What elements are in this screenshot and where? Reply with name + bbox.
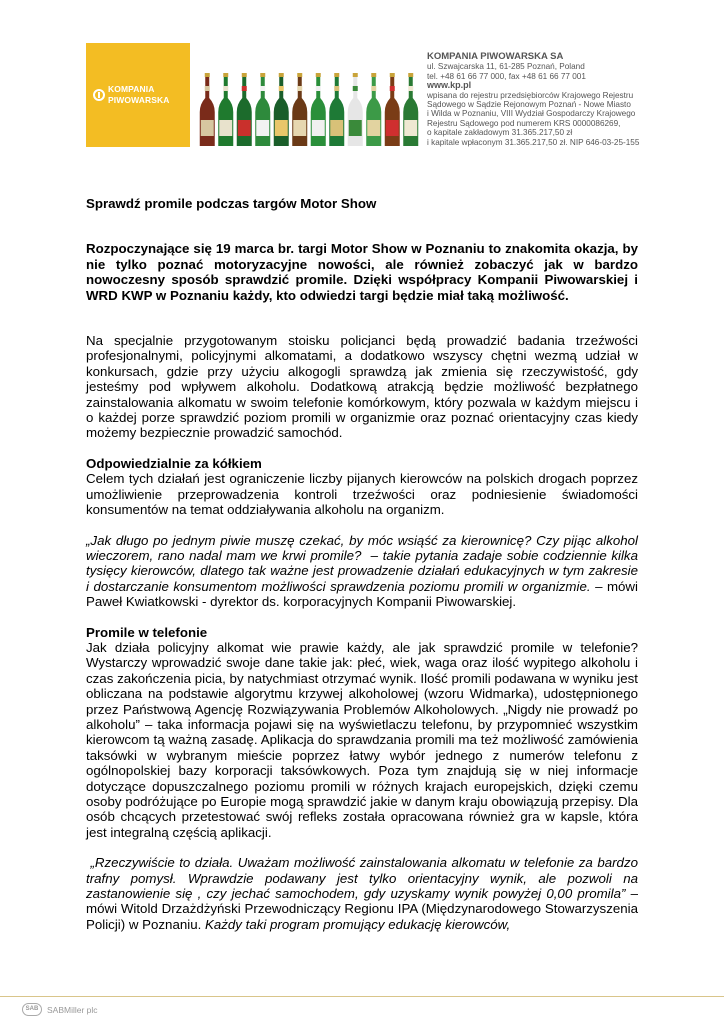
registry-line: Rejestru Sądowego pod numerem KRS 0000086269, [427,118,621,128]
beer-bottle [292,73,307,146]
quote-text: „Jak długo po jednym piwie muszę czekać, by móc wsiąść za kierownicę? Czy pijąc alkohol wieczorem, rano nadal mam we krwi promile? [86,532,638,563]
beer-bottle [329,73,344,146]
footer [0,996,724,1024]
section-text: Jak działa policyjny alkomat wie prawie każdy, ale jak sprawdzić promile w telefonie? Wystarczy wprowadzić swoje dane takie jak: płeć, wiek, waga oraz ilość wypitego alkoholu i czas zakończenia picia, by natychmiast otrzymać wynik. Ilość promili podawana w wyniku jest obliczana na podstawie algorytmu krzywej alkoholowej (wzoru Widmarka), udostępnionego przez Państwową Agencję Rozwiązywania Problemów Alkoholowych. „Nigdy nie prowadź po alkoholu” – taka informacja pojawi się na wyświetlaczu telefonu, by przypomnieć wszystkim kierowcom tą ważną zasadę. Aplikacja do sprawdzania promili ma też możliwość zamówienia taksówki w wybranym mieście poprzez łatwy wybór jednego z numerów telefonu z ogólnopolskiej bazy korporacji taksówkowych. Poza tym znajdują się w niej informacje dotyczące dopuszczalnego poziomu promili w różnych krajach europejskich, dzięki czemu osoby podróżujące po Europie mogą sprawdzić jakie w danym kraju obowiązują przepisy. Dla osób chcących przetestować swój refleks została opracowana również gra w kapsle, która jest integralną częścią aplikacji. [86,639,638,840]
company-url[interactable]: www.kp.pl [427,80,472,91]
beer-bottle [348,73,363,146]
sabmiller-logo: SAB [22,1003,42,1016]
quote-text: Każdy taki program promujący edukację kierowców, [205,916,511,932]
registry-line: Sądowego w Sądzie Rejonowym Poznań - Nowe Miasto [427,100,631,110]
quote-text: – takie pytania zadaje sobie codziennie kilka tysięcy kierowców, dlatego tak ważne jest prowadzenie działań edukacyjnych w tym zakresie i dostarczanie konsumentom możliwości sprawdzenia poziomu promili w organizmie. [86,547,638,594]
beer-bottle [311,73,326,146]
registry-line: i kapitale wpłaconym 31.365.217,50 zł. NIP 646-03-25-155 [427,137,640,147]
quote-attribution: – mówi Witold Drzażdżyński Przewodniczący Regionu IPA (Międzynarodowego Stowarzyszenia Policji) w Poznaniu. [86,886,638,932]
letterhead [0,0,724,160]
article-paragraph: Na specjalnie przygotowanym stoisku policjanci będą prowadzić badania trzeźwości profesjonalnymi, policyjnymi alkomatami, a dodatkowo wszyscy chętni wezmą udział w konkursach, gdzie przy użyciu alkogogli sprawdzą jak zmienia się rzeczywistość, gdy jesteśmy pod wpływem alkoholu. Dodatkową atrakcją będzie możliwość bezpłatnego zainstalowania alkomatu w swoim telefonie komórkowym, który pozwala w każdym miejscu i o każdej porze sprawdzić poziom promili w organizmie oraz poznać orientacyjny czas kiedy możemy bezpiecznie prowadzić samochód. [86,333,638,441]
quote-paragraph [86,533,638,610]
company-name: KOMPANIA PIWOWARSKA SA [427,51,564,62]
logo-text: KOMPANIA PIWOWARSKA [108,84,170,105]
beer-bottles-image [198,72,420,148]
quote-attribution: – mówi Paweł Kwiatkowski - dyrektor ds. korporacyjnych Kompanii Piwowarskiej. [86,578,638,610]
beer-bottle [274,73,289,146]
registry-line: o kapitale zakładowym 31.365.217,50 zł [427,128,573,138]
beer-bottle [366,73,381,146]
quote-text: „Rzeczywiście to działa. Uważam możliwość zainstalowania alkomatu w telefonie za bardzo trafny pomysł. Wprawdzie podawany jest tylko orientacyjny wynik, ale pozwoli na zastanowienie się , czy jechać samochodem, gdy uzyskamy wynik powyżej 0,00 promila” [86,855,638,902]
company-phone: tel. +48 61 66 77 000, fax +48 61 66 77 001 [427,71,586,81]
company-address: ul. Szwajcarska 11, 61-285 Poznań, Poland [427,62,585,72]
beer-bottle [255,73,270,146]
quote-paragraph [86,855,638,932]
section-heading: Promile w telefonie [86,624,208,640]
section-text: Celem tych działań jest ograniczenie liczby pijanych kierowców na polskich drogach poprzez umożliwienie przeprowadzenia kontroli trzeźwości oraz podniesienie świadomości konsumentów na temat oddziaływania alkoholu na organizm. [86,471,638,518]
crown-icon [93,89,105,101]
footer-divider [0,996,724,997]
beer-bottle [237,73,252,146]
beer-bottle [218,73,233,146]
beer-bottle [385,73,400,146]
article-title: Sprawdź promile podczas targów Motor Show [86,196,377,211]
article [86,196,638,932]
registry-line: i Wilda w Poznaniu, VIII Wydział Gospodarczy Krajowego [427,109,636,119]
beer-bottle [403,73,418,146]
beer-bottle [200,73,215,146]
section-heading: Odpowiedzialnie za kółkiem [86,455,262,471]
footer-company: SABMiller plc [47,1005,98,1015]
article-lead: Rozpoczynające się 19 marca br. targi Motor Show w Poznaniu to znakomita okazja, by nie tylko poznać motoryzacyjne nowości, ale również zobaczyć jak w bardzo nowoczesny sposób sprawdzić promile. Dzięki współpracy Kompanii Piwowarskiej i WRD KWP w Poznaniu każdy, kto odwiedzi targi będzie miał taką możliwość. [86,241,638,303]
kompania-piwowarska-logo [86,43,190,147]
registry-line: wpisana do rejestru przedsiębiorców Krajowego Rejestru [427,90,634,100]
company-details [427,52,667,147]
